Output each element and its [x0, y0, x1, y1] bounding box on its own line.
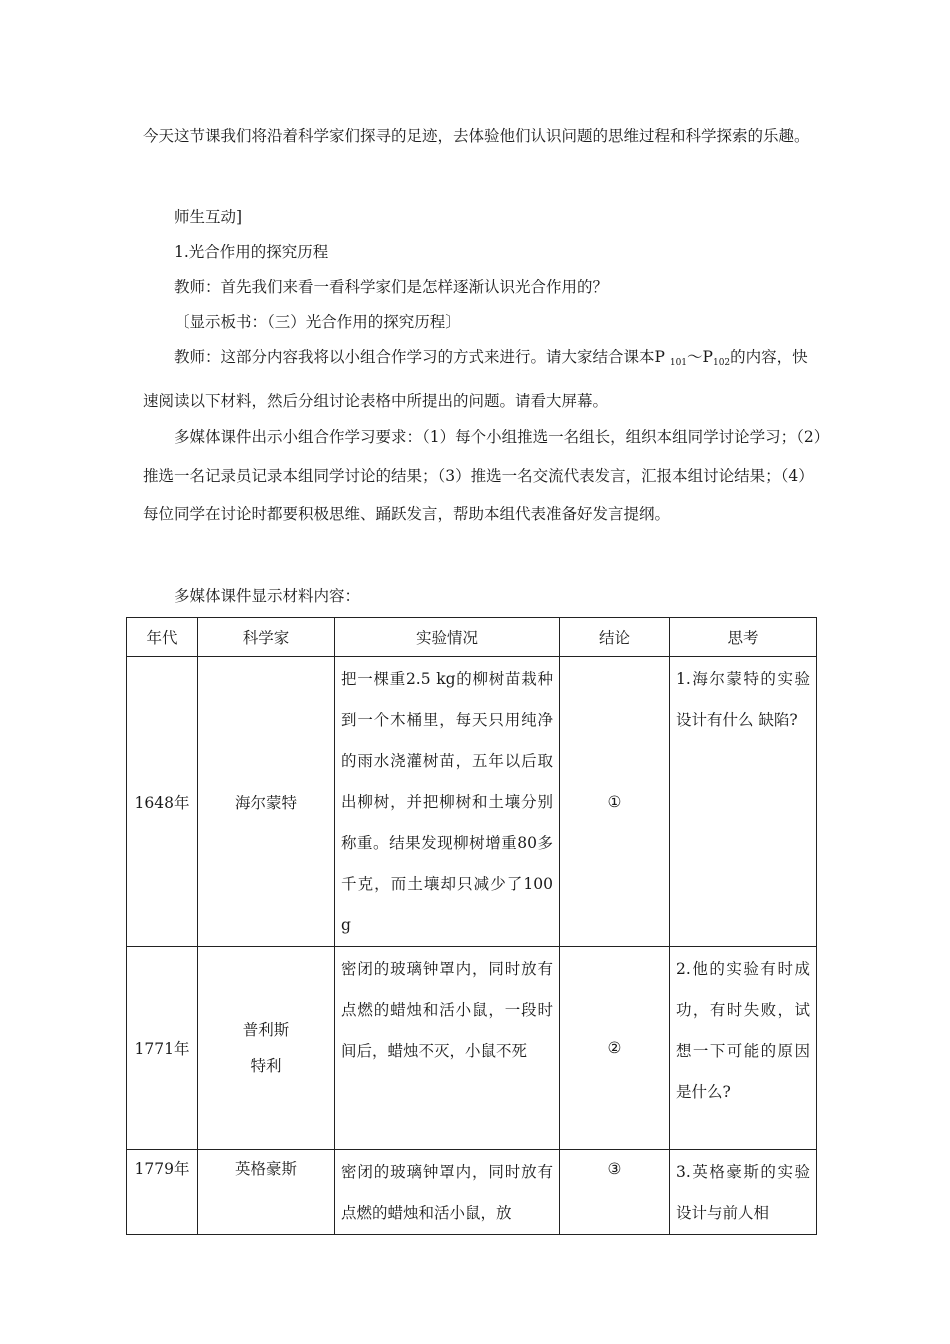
scientist-line-2: 特利 — [250, 1057, 282, 1075]
table-header-row — [127, 618, 817, 657]
row-year: 1648年 — [127, 657, 198, 947]
row-year: 1771年 — [127, 947, 198, 1150]
row-scientist: 海尔蒙特 — [198, 657, 335, 947]
page-subscript-start: 101 — [669, 358, 688, 368]
intro-paragraph: 今天这节课我们将沿着科学家们探寻的足迹，去体验他们认识问题的思维过程和科学探索的乐趣。 — [143, 127, 810, 145]
row-thinking: 1.海尔蒙特的实验设计有什么 缺陷? — [670, 657, 817, 947]
row-conclusion: ① — [560, 657, 670, 947]
row-conclusion: ② — [560, 947, 670, 1150]
requirements-paragraph: 多媒体课件出示小组合作学习要求：（1）每个小组推选一名组长，组织本组同学讨论学习；（2）推选一名记录员记录本组同学讨论的结果；（3）推选一名交流代表发言，汇报本组讨论结果；（4）每位同学在讨论时都要积极思维、踊跃发言，帮助本组代表准备好发言提纲。 — [143, 428, 822, 523]
row-scientist: 英格豪斯 — [198, 1150, 335, 1235]
page-subscript-end: 102 — [712, 358, 731, 368]
row-conclusion: ③ — [560, 1150, 670, 1235]
row-thinking: 3.英格豪斯的实验设计与前人相 — [670, 1150, 817, 1235]
header-experiment: 实验情况 — [335, 618, 560, 657]
section-title: 1.光合作用的探究历程 — [174, 243, 329, 261]
row-experiment: 密闭的玻璃钟罩内，同时放有点燃的蜡烛和活小鼠，一段时间后，蜡烛不灭，小鼠不死 — [335, 947, 560, 1150]
row-year: 1779年 — [127, 1150, 198, 1235]
table-row — [127, 657, 817, 947]
teacher-instruction-part1: 教师：这部分内容我将以小组合作学习的方式来进行。请大家结合课本P — [174, 348, 670, 366]
scientist-line-1: 普利斯 — [242, 1021, 290, 1039]
header-conclusion: 结论 — [560, 618, 670, 657]
header-year: 年代 — [127, 618, 198, 657]
teacher-instruction-part2: 的内容，快速阅读以下材料，然后分组讨论表格中所提出的问题。请看大屏幕。 — [143, 348, 808, 410]
row-experiment: 密闭的玻璃钟罩内，同时放有点燃的蜡烛和活小鼠，放 — [335, 1150, 560, 1235]
table-row — [127, 947, 817, 1150]
interaction-label: 师生互动] — [174, 208, 243, 226]
board-note: 〔显示板书：（三）光合作用的探究历程〕 — [174, 313, 461, 331]
material-table — [126, 617, 817, 1235]
teacher-instruction — [143, 338, 823, 420]
row-experiment: 把一棵重2.5 kg的柳树苗栽种到一个木桶里，每天只用纯净的雨水浇灌树苗，五年以后取出柳树，并把柳树和土壤分别称重。结果发现柳树增重80多千克，而土壤却只减少了100 g — [335, 657, 560, 947]
header-thinking: 思考 — [670, 618, 817, 657]
row-scientist — [198, 947, 335, 1150]
table-row — [127, 1150, 817, 1235]
teacher-question: 教师：首先我们来看一看科学家们是怎样逐渐认识光合作用的？ — [174, 278, 609, 296]
header-scientist: 科学家 — [198, 618, 335, 657]
material-intro: 多媒体课件显示材料内容： — [174, 587, 361, 605]
tilde-p: ～P — [687, 348, 713, 366]
row-thinking: 2.他的实验有时成功，有时失败，试想一下可能的原因是什么? — [670, 947, 817, 1150]
